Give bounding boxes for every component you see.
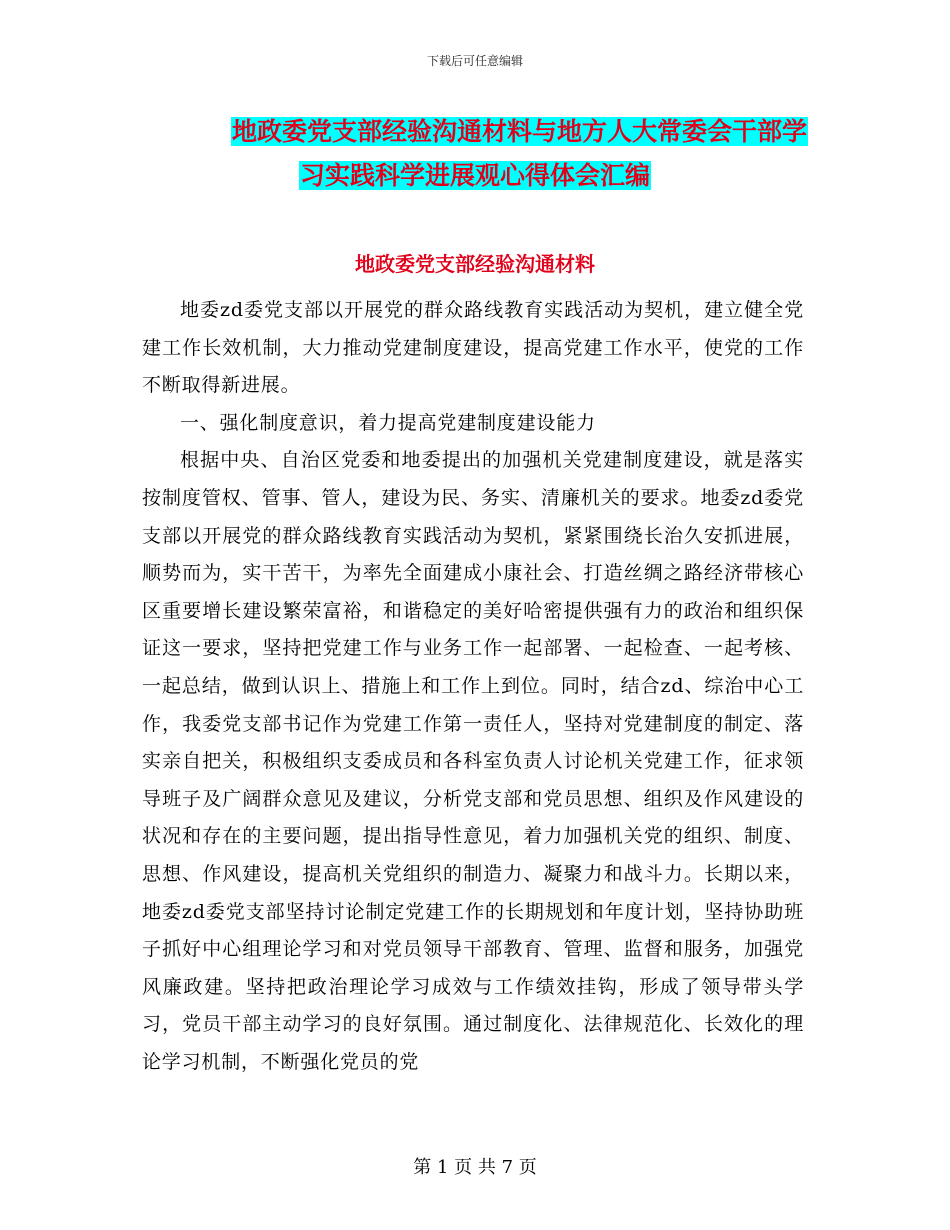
paragraph-main: 根据中央、自治区党委和地委提出的加强机关党建制度建设，就是落实按制度管权、管事、管人，建设为民、务实、清廉机关的要求。地委zd委党支部以开展党的群众路线教育实践活动为契机，紧紧围绕长治久安抓进展，顺势而为，实干苦干，为率先全面建成小康社会、打造丝绸之路经济带核心区重要增长建设繁荣富裕，和谐稳定的美好哈密提供强有力的政治和组织保证这一要求，坚持把党建工作与业务工作一起部署、一起检查、一起考核、一起总结，做到认识上、措施上和工作上到位。同时，结合zd、综治中心工作，我委党支部书记作为党建工作第一责任人，坚持对党建制度的制定、落实亲自把关，积极组织支委成员和各科室负责人讨论机关党建工作，征求领导班子及广阔群众意见及建议，分析党支部和党员思想、组织及作风建设的状况和存在的主要问题，提出指导性意见，着力加强机关党的组织、制度、思想、作风建设，提高机关党组织的制造力、凝聚力和战斗力。长期以来，地委zd委党支部坚持讨论制定党建工作的长期规划和年度计划，坚持协助班子抓好中心组理论学习和对党员领导干部教育、管理、监督和服务，加强党风廉政建。坚持把政治理论学习成效与工作绩效挂钩，形成了领导带头学习，党员干部主动学习的良好氛围。通过制度化、法律规范化、长效化的理论学习机制，不断强化党员的党 — [142, 449, 804, 1073]
document-body — [142, 292, 804, 1081]
paragraph-subheading: 一、强化制度意识，着力提高党建制度建设能力 — [180, 411, 596, 434]
section-heading: 地政委党支部经验沟通材料 — [355, 252, 595, 276]
paragraph-intro: 地委zd委党支部以开展党的群众路线教育实践活动为契机，建立健全党建工作长效机制，大力推动党建制度建设，提高党建工作水平，使党的工作不断取得新进展。 — [142, 299, 804, 397]
title-highlight-2: 习实践科学进展观心得体会汇编 — [299, 161, 650, 190]
page-number-footer: 第 1 页 共 7 页 — [413, 1157, 537, 1178]
document-title-line-1 — [142, 110, 808, 154]
document-title-line-2 — [142, 154, 808, 198]
page-header-note: 下载后可任意编辑 — [426, 54, 523, 68]
title-highlight-1: 地政委党支部经验沟通材料与地方人大常委会干部学 — [231, 117, 807, 146]
document-title — [142, 110, 808, 198]
